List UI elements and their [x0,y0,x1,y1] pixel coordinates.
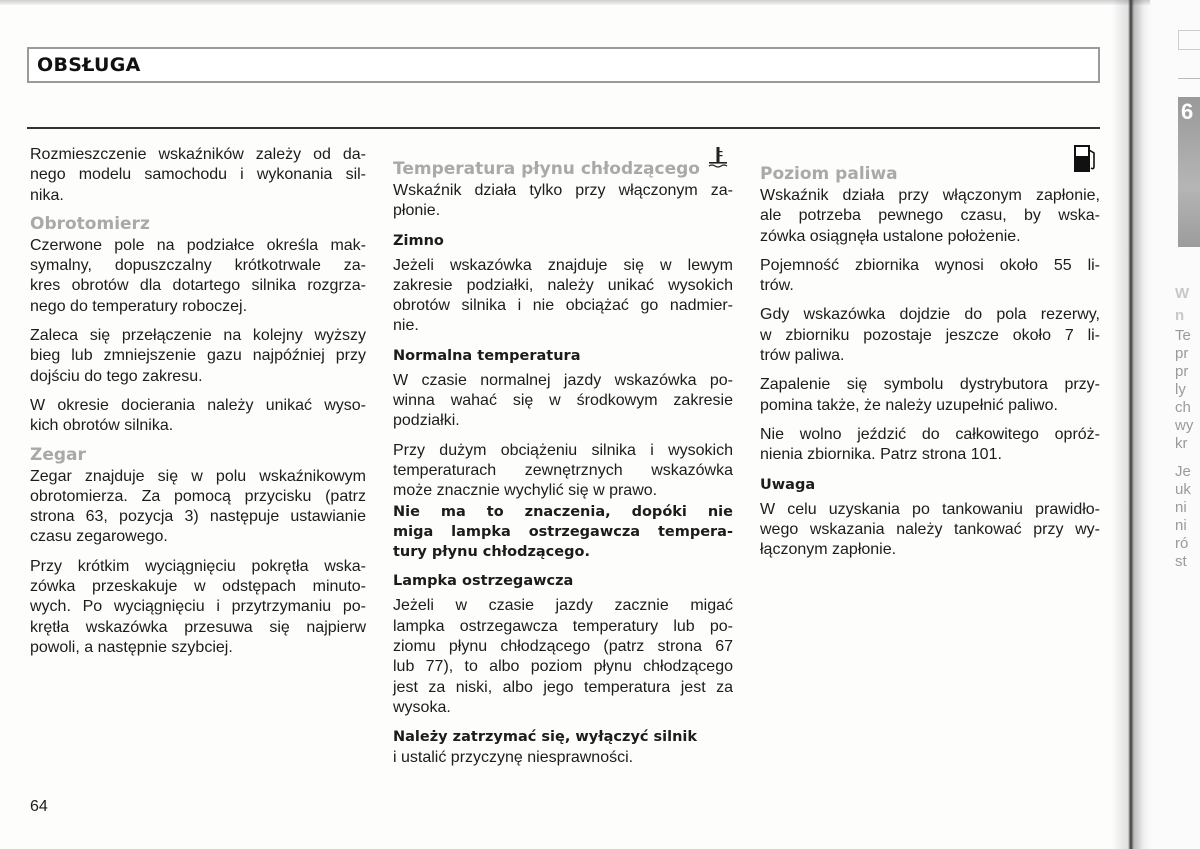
facing-text-fragment: Te [1175,327,1191,344]
page-top-edge [0,0,1200,5]
text-line: W czasie normalnej jazdy wskazówka po- [393,371,733,389]
bold-text-line: Należy zatrzymać się, wyłączyć silnik [393,729,698,746]
paragraph [393,371,733,432]
section-title: OBSŁUGA [37,54,141,76]
facing-text-fragment [1175,453,1193,463]
book-gutter [1112,0,1152,849]
text-line: lampka ostrzegawcza temperatury lub po- [393,617,733,635]
facing-text-fragment: ni [1175,517,1187,534]
facing-text-fragment: st [1175,553,1187,570]
subheading: Lampka ostrzegawcza [393,573,574,590]
paragraph [760,186,1100,247]
page-number: 64 [30,798,48,815]
text-line: wego wskazania należy tankować przy wy- [760,520,1100,538]
text-line: wych. Po wyciągnięciu i przytrzymaniu po- [30,598,366,616]
facing-text-fragment: wy [1175,417,1194,434]
facing-text-fragment: Je [1175,463,1191,480]
paragraph [393,441,733,563]
column-2 [393,158,733,777]
facing-text-fragment: ni [1175,499,1187,516]
text-line: powoli, a następnie szybciej. [30,638,233,656]
text-line: W celu uzyskania po tankowaniu prawidło- [760,500,1100,518]
text-line: lub 77), to albo poziom płynu chłodzącego [393,658,733,676]
text-line: obrotów silnika i nie obciążać go nadmier- [393,297,733,315]
text-line: nie. [393,317,419,335]
paragraph [30,326,366,387]
text-line: Rozmieszczenie wskaźników zależy od da- [30,146,366,163]
text-line: zówka osiągnęła ustalone położenie. [760,227,1021,245]
header-rule [27,127,1100,129]
text-line: obrotomierza. Za pomocą przycisku (patrz [30,487,366,505]
facing-heading-fragment: n [1175,307,1185,324]
chapter-tab-number: 6 [1181,99,1194,124]
subheading: Normalna temperatura [393,347,581,364]
text-line: i ustalić przyczynę niesprawności. [393,748,634,766]
paragraph [760,305,1100,366]
text-line: dojściu do tego zakresu. [30,367,203,385]
facing-page-header-box [1178,30,1200,50]
text-line: krętła wskazówka przesuwa się najpierw [30,618,366,636]
section-heading: Zegar [30,444,86,465]
text-line: winna wahać się w środkowym zakresie [393,392,733,410]
text-line: Przy krótkim wyciągnięciu pokrętła wska- [30,557,366,575]
chapter-tab [1178,97,1200,247]
bold-text-line: tury płynu chłodzącego. [393,544,590,561]
column-3 [760,163,1100,569]
text-line: Nie wolno jeździć do całkowitego opróż- [760,425,1100,443]
facing-text-fragment: pr [1175,345,1189,362]
paragraph [760,375,1100,416]
facing-text-fragment: ró [1175,535,1189,552]
text-line: pomina także, że należy uzupełnić paliwo. [760,396,1058,414]
paragraph [30,236,366,317]
column-1 [30,145,366,667]
section-heading: Temperatura płynu chłodzącego [393,159,700,179]
text-line: Zaleca się przełączenie na kolejny wyższy [30,327,366,345]
text-line: Czerwone pole na podziałce określa mak- [30,236,366,254]
text-line: płonie. [393,202,441,220]
facing-page [1150,0,1200,849]
paragraph [30,396,366,437]
paragraph [30,557,366,658]
paragraph [393,596,733,718]
bold-text-line: Nie ma to znaczenia, dopóki nie [393,503,733,520]
facing-heading-fragment: W [1175,285,1190,302]
paragraph [393,256,733,337]
facing-text-fragment: ly [1175,381,1186,398]
text-line: czasu zegarowego. [30,528,168,546]
text-line: zakresie podziałki, należy unikać wysokich [393,276,733,294]
text-line: ale potrzeba pewnego czasu, by wska- [760,207,1100,225]
text-line: zówka przeskakuje w odstępach minuto- [30,578,366,596]
section-header-box [27,47,1100,83]
section-heading: Obrotomierz [30,213,150,234]
paragraph [30,467,366,548]
text-line: kich obrotów silnika. [30,417,174,435]
text-line: Zapalenie się symbolu dystrybutora przy- [760,376,1100,394]
text-line: Pojemność zbiornika wynosi około 55 li- [760,256,1100,274]
text-line: kres obrotów dla dotartego silnika rozgrza- [30,277,366,295]
text-line: nego do temperatury roboczej. [30,297,248,315]
section-heading: Poziom paliwa [760,164,898,184]
facing-text-fragment: ch [1175,399,1191,416]
thermometer-coolant-icon [706,146,730,172]
text-line: nienia zbiornika. Patrz strona 101. [760,446,1002,464]
facing-text-fragment: kr [1175,435,1188,452]
text-line: nika. [30,186,64,204]
text-line: Jeżeli wskazówka znajduje się w lewym [393,256,733,274]
bold-text-line: miga lampka ostrzegawcza tempera- [393,523,733,540]
text-line: bieg lub zmniejszenie gazu najpóźniej przy [30,347,366,365]
paragraph [760,500,1100,561]
text-line: łączonym zapłonie. [760,541,897,559]
text-line: trów paliwa. [760,347,845,365]
text-line: Gdy wskazówka dojdzie do pola rezerwy, [760,306,1100,324]
subheading: Zimno [393,232,444,249]
text-line: Zegar znajduje się w polu wskaźnikowym [30,467,366,485]
text-line: Wskaźnik działa przy włączonym zapłonie, [760,187,1100,204]
text-line: Przy dużym obciążeniu silnika i wysokich [393,441,733,459]
text-line: w zbiorniku pozostaje jeszcze około 7 li- [760,326,1100,344]
text-line: strona 63, pozycja 3) następuje ustawianie [30,508,366,526]
text-line: Jeżeli w czasie jazdy zacznie migać [393,597,733,615]
paragraph [760,256,1100,297]
paragraph [30,145,366,206]
subheading: Uwaga [760,476,816,493]
text-line: jest za niski, albo jego temperatura jest za [393,678,733,696]
text-line: Wskaźnik działa tylko przy włączonym za- [393,182,733,199]
facing-text-fragment: uk [1175,481,1191,498]
facing-page-text [1175,283,1193,571]
text-line: trów. [760,277,794,295]
text-line: nego modelu samochodu i wykonania sil- [30,166,366,184]
paragraph [393,181,733,222]
fuel-pump-icon [1073,144,1099,174]
text-line: ziomu płynu chłodzącego (patrz strona 67 [393,638,733,656]
text-line: wysoka. [393,698,451,716]
text-line: może znacznie wychylić się w prawo. [393,482,658,500]
text-line: temperaturach zewnętrznych wskazówka [393,461,733,479]
paragraph [393,727,733,768]
text-line: podziałki. [393,412,460,430]
text-line: W okresie docierania należy unikać wyso- [30,396,366,414]
text-line: symalny, dopuszczalny krótkotrwale za- [30,257,366,275]
paragraph [760,425,1100,466]
facing-page-rule [1178,78,1200,79]
facing-text-fragment: pr [1175,363,1189,380]
